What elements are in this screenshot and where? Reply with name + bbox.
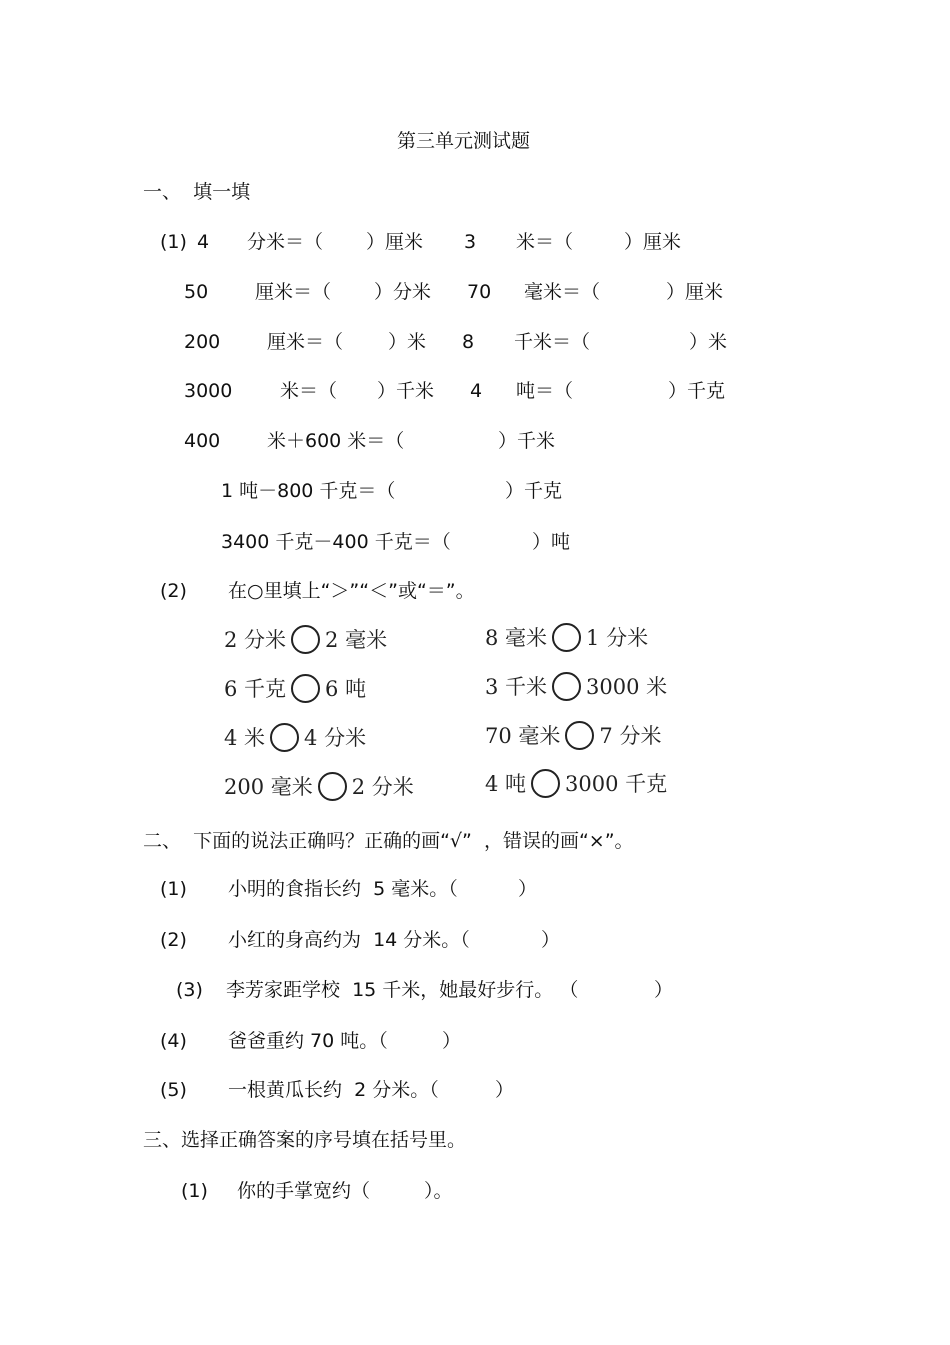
s2-item-4-text: 爸爸重约 70 吨。（ xyxy=(228,1030,388,1052)
q1-extra-1-a: 3400 千克－400 千克＝（ xyxy=(221,531,451,553)
s2-item-3-text: 李芳家距学校 15 千米，她最好步行。 （ xyxy=(226,979,579,1001)
compare-circle xyxy=(318,772,347,801)
compare-left-2 xyxy=(224,722,366,752)
compare-circle xyxy=(291,625,320,654)
s2-item-1-label: (1) xyxy=(160,878,187,900)
q1-r1-e: 毫米＝（ xyxy=(524,281,601,303)
page-title: 第三单元测试题 xyxy=(397,130,531,152)
compare-right-1-b: 3000 米 xyxy=(586,675,668,699)
q1-r3-a: 3000 xyxy=(184,380,233,402)
q1-extra-0-b: ）千克 xyxy=(505,480,563,502)
q1-r1-d: 70 xyxy=(467,281,492,303)
compare-right-1-a: 3 千米 xyxy=(485,675,548,699)
compare-left-2-b: 4 分米 xyxy=(304,726,367,750)
s2-item-2-label: (2) xyxy=(160,929,187,951)
compare-left-3-a: 200 毫米 xyxy=(224,775,313,799)
q2-instruction: 在○里填上“＞”“＜”或“＝”。 xyxy=(228,580,475,602)
q1-r0-c: ）厘米 xyxy=(366,231,424,253)
q1-r1-a: 50 xyxy=(184,281,209,303)
compare-left-3-b: 2 分米 xyxy=(351,775,414,799)
q1-r2-b: 厘米＝（ xyxy=(267,331,344,353)
q1-r3-b: 米＝（ xyxy=(280,380,338,402)
compare-circle xyxy=(552,672,581,701)
compare-circle xyxy=(552,623,581,652)
compare-right-0 xyxy=(485,622,648,652)
q1-r3-f: ）千克 xyxy=(668,380,726,402)
compare-circle xyxy=(270,723,299,752)
q1-r3-e: 吨＝（ xyxy=(516,380,574,402)
s3-item-1-text: 你的手掌宽约（ xyxy=(237,1180,371,1202)
compare-right-2 xyxy=(485,720,661,750)
s2-item-5-label: (5) xyxy=(160,1079,187,1101)
s2-item-4-label: (4) xyxy=(160,1030,187,1052)
q1-r2-e: 千米＝（ xyxy=(514,331,591,353)
compare-left-1-a: 6 千克 xyxy=(224,677,287,701)
compare-right-3-b: 3000 千克 xyxy=(565,772,668,796)
compare-circle xyxy=(531,769,560,798)
compare-right-2-a: 70 毫米 xyxy=(485,724,561,748)
q2-label: (2) xyxy=(160,580,187,602)
compare-right-2-b: 7 分米 xyxy=(599,724,662,748)
q1-r0-a: 4 xyxy=(197,231,210,253)
s2-item-3-close: ） xyxy=(654,979,674,1001)
s2-item-1-close: ） xyxy=(518,878,538,900)
q1-label: (1) xyxy=(160,231,187,253)
compare-right-0-a: 8 毫米 xyxy=(485,626,548,650)
q1-r1-f: ）厘米 xyxy=(666,281,724,303)
section-2-heading: 二、 下面的说法正确吗？正确的画“√” ，错误的画“×”。 xyxy=(143,830,634,852)
s2-item-2-close: ） xyxy=(541,929,561,951)
s3-item-1-close: ）。 xyxy=(424,1180,453,1202)
q1-r2-f: ）米 xyxy=(689,331,728,353)
s2-item-5-text: 一根黄瓜长约 2 分米。（ xyxy=(228,1079,439,1101)
q1-r0-e: 米＝（ xyxy=(516,231,574,253)
section-1-heading: 一、 填一填 xyxy=(143,181,251,203)
compare-left-0-b: 2 毫米 xyxy=(325,628,388,652)
q1-r4-c: ）千米 xyxy=(498,430,556,452)
s3-item-1-label: (1) xyxy=(181,1180,208,1202)
q1-r2-a: 200 xyxy=(184,331,221,353)
compare-right-3 xyxy=(485,768,667,798)
compare-left-0-a: 2 分米 xyxy=(224,628,287,652)
compare-left-1 xyxy=(224,673,366,703)
q1-extra-1-b: ）吨 xyxy=(532,531,571,553)
q1-r0-b: 分米＝（ xyxy=(247,231,324,253)
q1-r3-c: ）千米 xyxy=(377,380,435,402)
section-3-heading: 三、选择正确答案的序号填在括号里。 xyxy=(143,1129,467,1151)
s2-item-4-close: ） xyxy=(442,1030,462,1052)
compare-left-3 xyxy=(224,771,414,801)
compare-right-3-a: 4 吨 xyxy=(485,772,527,796)
compare-left-2-a: 4 米 xyxy=(224,726,266,750)
q1-r3-d: 4 xyxy=(470,380,483,402)
q1-r1-b: 厘米＝（ xyxy=(255,281,332,303)
s2-item-5-close: ） xyxy=(495,1079,515,1101)
s2-item-1-text: 小明的食指长约 5 毫米。（ xyxy=(228,878,458,900)
q1-r2-c: ）米 xyxy=(388,331,427,353)
compare-left-1-b: 6 吨 xyxy=(325,677,367,701)
q1-r1-c: ）分米 xyxy=(374,281,432,303)
q1-r2-d: 8 xyxy=(462,331,475,353)
q1-r0-f: ）厘米 xyxy=(624,231,682,253)
compare-circle xyxy=(291,674,320,703)
s2-item-3-label: (3) xyxy=(176,979,203,1001)
s2-item-2-text: 小红的身高约为 14 分米。（ xyxy=(228,929,470,951)
compare-left-0 xyxy=(224,624,387,654)
compare-right-0-b: 1 分米 xyxy=(586,626,649,650)
q1-r0-d: 3 xyxy=(464,231,477,253)
q1-r4-b: 米＋600 米＝（ xyxy=(267,430,405,452)
compare-right-1 xyxy=(485,671,667,701)
q1-r4-a: 400 xyxy=(184,430,221,452)
q1-extra-0-a: 1 吨－800 千克＝（ xyxy=(221,480,396,502)
compare-circle xyxy=(565,721,594,750)
